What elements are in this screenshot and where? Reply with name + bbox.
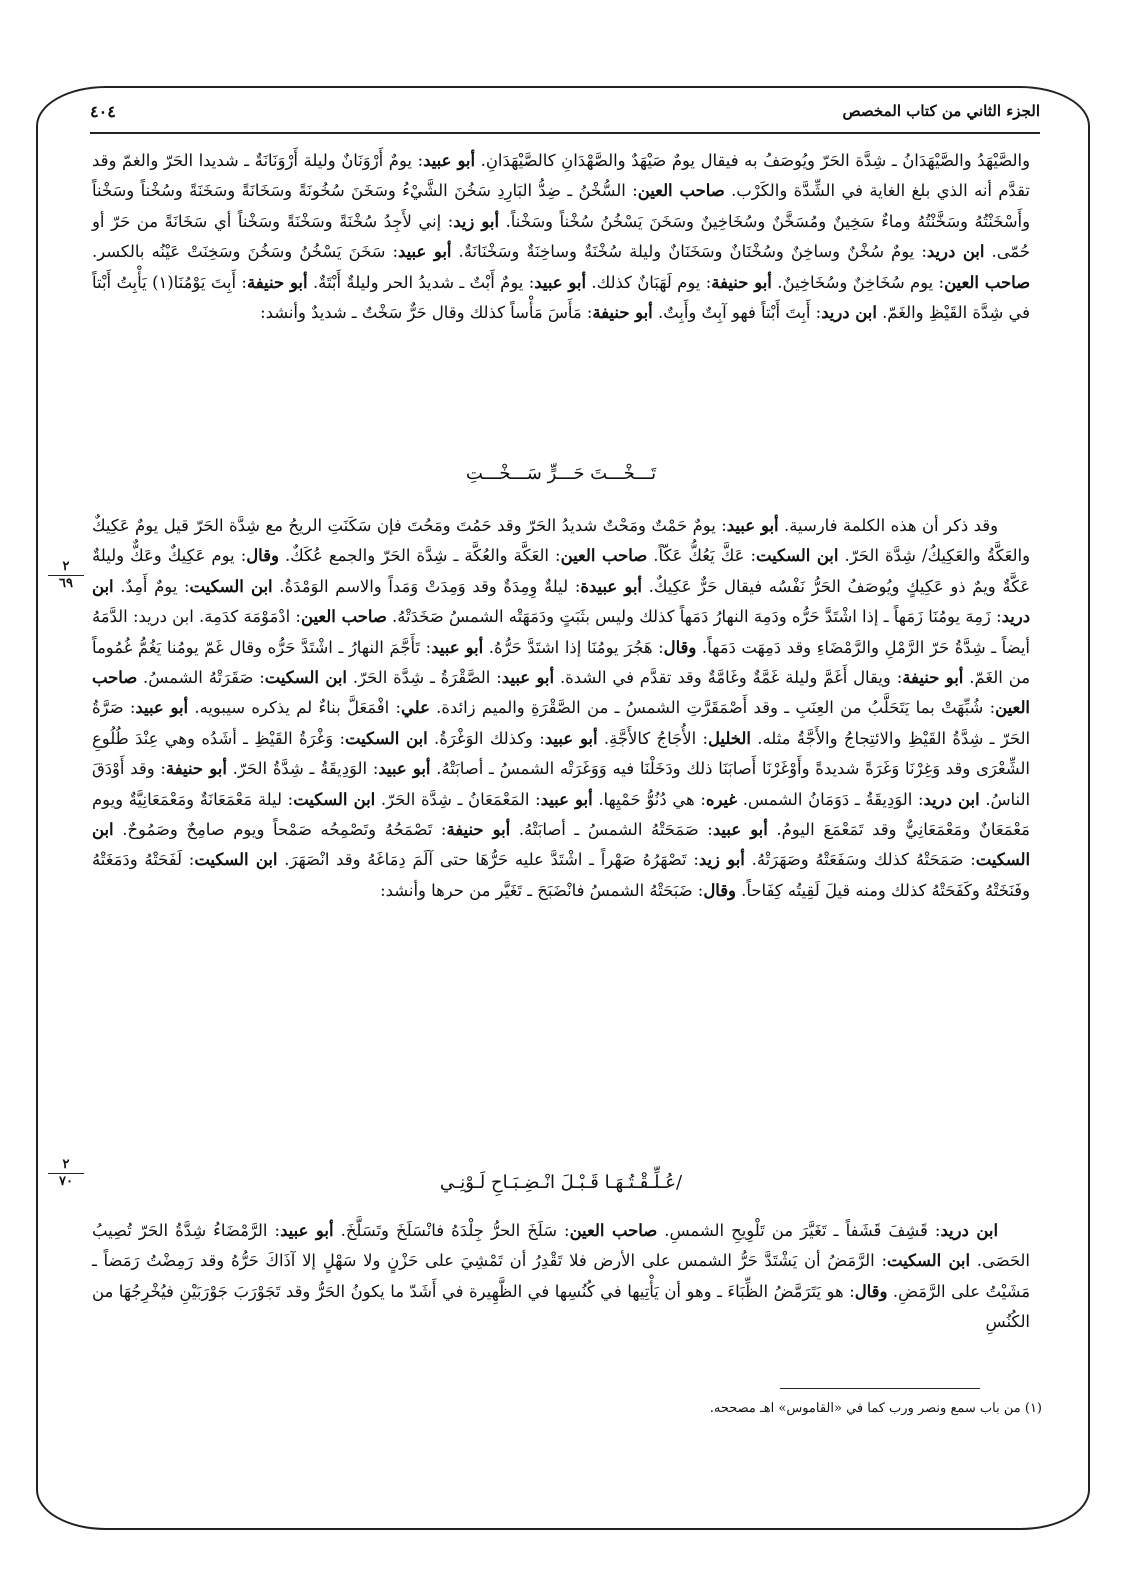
text-segment: : افْمَعَلَّ بناءٌ لم يذكره سيبويه. (188, 698, 401, 718)
source-name: علي (400, 698, 430, 718)
text-block-2 (92, 511, 1030, 906)
source-name: أبو عبيد (378, 759, 431, 779)
source-name: ابن دريد (821, 303, 877, 323)
source-name: أبو عبيد (726, 516, 779, 535)
text-segment: : تَصْهَرُهُ صَهْراً ـ اشْتَدَّ عليه حَرُّهَا حتى آلَمَ دِمَاغَهُ وقد انْصَهَرَ. (277, 850, 699, 870)
text-segment: : يومٌ حَمْتٌ ومَحْتٌ شديدُ الحَرّ وقد حَمُتَ ومَحُتَ فإن سَكَنَتِ الريحُ مع شِدَّة الحَرّ قيل يومٌ عَكِيكٌ والعَكَّةُ والعَكِيكُ/ شِدَّة الحَرّ. (92, 516, 1030, 566)
source-name: وقال (703, 880, 736, 900)
source-name: أبو عبيد (423, 151, 476, 170)
footnote-separator (780, 1388, 980, 1389)
source-name: أبو حنيفة (246, 272, 308, 292)
text-segment: : الرَّمَضُ أن يَشْتَدَّ حَرُّ الشمس على الأرض فلا تَقْدِرُ أن تَمْشِيَ على حَزْنٍ ولا سَهْلٍ إلا آذَاكَ حَرُّهُ وقد رَمِضْتُ رَمَضاً ـ مَشَيْتُ على الرَّمَضِ. (92, 1251, 1030, 1301)
text-segment: : ادْمَوْمَهَ كدَمِهَ. ابن دريد: الدَّمَهُ أيضاً ـ شِدَّةُ حَرّ الرَّمْلِ والرَّمْضَاءِ وقد دَمِهَت دَمَهاً. (92, 607, 1030, 657)
text-segment: : الأُجَاجُ كالأَجَّةِ. (597, 728, 709, 748)
text-segment: : مَأَسَ مَأْساً كذلك وقال حَرٌّ سَخْتٌ ـ شديدٌ وأنشد: (260, 303, 593, 323)
source-name: ابن السكيت (293, 789, 376, 809)
source-name: أبو عبيد (540, 789, 593, 809)
text-segment: : قَشِفَ قَشَفاً ـ تَغَيَّرَ من تَلْوِيحِ الشمسِ. (657, 1221, 941, 1240)
source-name: صاحب العين (300, 607, 387, 627)
text-segment: : شُبِّهَتْ بما يَتَحَلَّبُ من العِنَبِ ـ وقد أَصْمَقَرَّتِ الشمسُ ـ من الصَّقْرَةِ والميم زائدة. (429, 698, 996, 718)
source-name: ابن دريد (926, 242, 985, 262)
source-name: صاحب العين (92, 668, 1030, 718)
source-name: صاحب العين (637, 181, 725, 201)
text-segment: وقد ذكر أن هذه الكلمة فارسية. (778, 516, 998, 535)
text-segment: : تَأَجَّمَ النهارُ ـ اشْتَدَّ حَرُّه وقال غَمّ يومُنا يَغُمُّ غُمُوماً من الغَمّ. (92, 637, 1030, 688)
source-name: صاحب العين (944, 272, 1030, 292)
text-segment: والصَّيْهَدُ والصَّيْهَدَانُ ـ شِدَّة الحَرّ ويُوصَفُ به فيقال يومٌ صَيْهَدٌ والصَّهْدَانِ كالصَّيْهَدَانِ. (475, 151, 1030, 170)
source-name: أبو حنيفة (902, 668, 964, 688)
text-segment: : يومٌ أَرْوَنَانٌ وليلة أَرْوَنَانَةٌ ـ شديدا الحَرّ والغمّ وقد تقدَّم أنه الذي بلغ الغاية في الشِّدَّة والكَرْب. (92, 151, 1030, 201)
source-name: صاحب العين (560, 546, 648, 566)
text-segment: : العَكَّة والعُكَّة ـ شِدَّة الحَرّ والجمع عُكَكٌ. (278, 546, 561, 566)
source-name: أبو عبيد (544, 728, 598, 748)
text-segment: : تَصْمَحُهُ وتَصْمِحُه صَمْحاً ويوم صامِحٌ وصَمُوحٌ. (113, 820, 447, 840)
text-segment: : صَمَحَتْهُ كذلك وسَفَعَتْهُ وصَهَرَتْهُ. (744, 850, 976, 870)
text-segment: : ليلة مَعْمَعَانَةٌ ومَعْمَعَانِيَّةٌ ويوم مَعْمَعَانٌ ومَعْمَعَانِيٌّ وقد تَمَعْمَعَ اليومُ. (92, 789, 1030, 840)
source-name: ابن السكيت (344, 728, 428, 748)
paragraph-2 (92, 511, 1030, 906)
source-name: ابن السكيت (194, 850, 278, 870)
source-name: ابن دريد (92, 576, 1030, 627)
text-segment: : يومٌ سُخْنٌ وساخِنٌ وسُخْنَانٌ وسَخَنَانٌ وليلة سُخْنَةٌ وساخِنَةٌ وسَخْنَانَةٌ. (451, 242, 927, 262)
text-segment: : ضَبَحَتْهُ الشمسُ فانْضَبَحَ ـ تَغَيَّر من حرها وأنشد: (380, 880, 704, 900)
text-segment: : الوَدِيقَةُ ـ دَوَمَانُ الشمس. (737, 789, 924, 809)
text-segment: : يوم لَهَبَانٌ كذلك. (586, 272, 712, 292)
source-name: أبو عبيد (398, 242, 452, 262)
source-name: أبو عبيد (712, 820, 768, 840)
text-segment: : وكذلك الوَغْرَةُ. (427, 728, 545, 748)
text-segment: : أَبِتَ أَبْتاً فهو آبِتٌ وأَبِتٌ. (652, 303, 822, 323)
text-segment: : أَبِتَ يَوْمُنَا(١) يَأْبِتُ أَبْتاً في شِدَّة القَيْظِ والغَمّ. (92, 272, 1030, 323)
source-name: أبو حنيفة (446, 820, 511, 840)
text-segment: : يوم سُخَاخِنٌ وسُخَاخِينٌ. (771, 272, 945, 292)
page-header (90, 88, 1040, 134)
text-segment: : ويقال أَغَمَّ وليلة غَمَّةٌ وغَامَّةٌ وقد تقدَّم في الشدة. (554, 668, 903, 688)
source-name: أبو عبيد (135, 698, 189, 718)
text-segment: : وَغْرَةُ القَيْظِ ـ أشَدُه وهي عِنْدَ طُلُوعِ الشِّعْرَى وقد وَغِرْنَا وَغَرَةً شديدةً وأَوْغَرْنَا أَصابَنَا ذلك ودَخَلْنَا فيه وَوَغَرَتْه الشمسُ ـ أصابَتْهُ. (92, 728, 1030, 779)
text-segment: : الرَّمْضَاءُ شِدَّةُ الحَرّ تُصِيبُ الحَصَى. (92, 1221, 1030, 1271)
text-segment: : المَعْمَعَانُ ـ شِدَّة الحَرّ. (375, 789, 541, 809)
source-name: أبو عبيد (280, 1221, 334, 1240)
page-number: ٤٠٤ (90, 102, 116, 121)
text-segment: : الوَدِيقَةُ ـ شِدَّةُ الحَرّ. (226, 759, 379, 779)
source-name: وقال (663, 637, 697, 657)
source-name: أبو زيد (453, 211, 500, 231)
text-segment: : السُّخْنُ ـ ضِدُّ البَارِدِ سَخُنَ الشَّيْءُ وسَخَنَ سُخُونَةً وسَخَانَةً وسَخَنَةً وسُخْناً وسَخْناً وأَسْخَنْتُهُ وسَخَّنْتُهُ وماءٌ سَخِينٌ ومُسَخَّنٌ وسُخَاخِينٌ وسَخَنَ يَسْخُنُ سُخْناً وسَخْناً. (92, 181, 1031, 231)
source-name: ابن دريد (940, 1221, 998, 1240)
text-segment: : هو يَتَرَمَّضُ الظِّبَاءَ ـ وهو أن يَأْتِيها في كُنُسِها في الظَّهِيرة في أَشَدّ ما يكونُ الحَرُّ وقد تَجَوْرَبَ جَوْرَبَيْنِ فيُخْرِجُهَا من الكُنُسِ (92, 1281, 1030, 1332)
source-name: أبو حنيفة (711, 272, 772, 292)
text-segment: : إني لأَجِدُ سُخْنَةً وسَخْنَةً وسَخْناً أي سَخَانَةً من حَرّ أو حُمّى. (92, 211, 1030, 262)
text-segment: : هَجُرَ يومُنَا إذا اشتَدَّ حَرُّهُ. (483, 637, 664, 657)
text-segment: : صَقَرَتْهُ الشمسُ. (137, 668, 265, 688)
source-name: ابن السكيت (92, 820, 1031, 870)
source-name: ابن دريد (923, 789, 980, 809)
source-name: أبو حنيفة (165, 759, 227, 779)
text-segment: : زَمِهَ يومُنَا زَمَهاً ـ إذا اشْتَدَّ حَرُّه ودَمِهَ النهارُ دَمَهاً كذلك وليس بثَبَتٍ ودَمَهَتْه الشمسُ صَخَدَتْهُ. (386, 607, 1002, 627)
source-name: أبو عبيد (431, 637, 484, 657)
text-block-1 (92, 146, 1030, 328)
margin-ref-page: ٦٩ (59, 576, 73, 591)
footnote: (١) من باب سمع ونصر ورب كما في «القاموس» اهـ مصححه. (709, 1401, 1042, 1416)
source-name: أبو زيد (698, 850, 745, 870)
margin-ref-page: ٧٠ (59, 1174, 73, 1189)
text-segment: : سَلَخَ الحرُّ جِلْدَهُ فانْسَلَخَ وتَسَلَّخَ. (333, 1221, 570, 1240)
margin-ref-volume: ٢ (48, 560, 84, 576)
source-name: صاحب العين (569, 1221, 658, 1240)
source-name: أبو حنيفة (592, 303, 653, 323)
text-segment: : هي دُنُوُّ حَمْيِها. (592, 789, 706, 809)
source-name: أبو عبيد (501, 668, 555, 688)
text-segment: : سَخَنَ يَسْخُنُ وسَخُنَ وسَخِنَتْ عَيْنُه بالكسر. (92, 242, 398, 262)
source-name: ابن السكيت (886, 1251, 971, 1271)
text-segment: : يوم عَكِيكٌ وعَكٌّ وليلةٌ عَكَّةٌ ويمٌ ذو عَكِيكٍ ويُوصَفُ الحَرُّ نَفْسُه فيقال حَرٌّ عَكِيكٌ. (92, 546, 1030, 596)
text-segment: : الصَّقْرَةُ ـ شِدَّة الحَرّ. (346, 668, 502, 688)
text-segment: : ليلةٌ وِمِدَةٌ وقد وَمِدَتْ وَمَداً والاسم الوَمْدَةُ. (272, 576, 581, 596)
paragraph-1 (92, 146, 1030, 328)
source-name: أبو عبيد (534, 272, 587, 292)
text-block-3 (92, 1216, 1030, 1338)
source-name: أبو عبيدة (580, 576, 642, 596)
source-name: ابن السكيت (189, 576, 273, 596)
source-name: ابن السكيت (755, 546, 839, 566)
verse-line-1: تَـــخْـــتَ حَـــرٍّ سَـــخْـــتِ (465, 463, 657, 484)
source-name: ابن السكيت (264, 668, 347, 688)
margin-page-ref-2 (48, 1158, 84, 1189)
text-segment: : وقد أَوْدَقَ الناسُ. (92, 759, 1031, 809)
source-name: الخليل (708, 728, 751, 748)
text-segment: : لَفَحَتْهُ ودَمَغَتْهُ وفَنَخَتْهُ وكَفَحَتْهُ كذلك ومنه قيلَ لَقِيتُه كِفَاحاً. (92, 850, 1030, 900)
source-name: وقال (854, 1281, 888, 1301)
source-name: غيره (705, 789, 738, 809)
text-segment: : صَمَحَتْهُ الشمسُ ـ أصابَتْهُ. (510, 820, 713, 840)
source-name: وقال (246, 546, 279, 566)
verse-line-2: /عُـلِّـقْـتُـهَـا قَـبْـلَ انْـضِـبَـاحِ لَـوْنِـي (439, 1172, 683, 1193)
paragraph-3 (92, 1216, 1030, 1338)
running-title: الجزء الثاني من كتاب المخصص (842, 102, 1040, 120)
text-segment: : عَكَّ يَعُكُّ عَكّاً. (647, 546, 756, 566)
text-segment: : يومٌ أَبْتٌ ـ شديدُ الحر وليلةٌ أَبْتَةٌ. (307, 272, 535, 292)
margin-ref-volume: ٢ (48, 1158, 84, 1174)
text-segment: : صَرَّةُ الحَرّ ـ شِدَّةُ القَيْظِ والائتِجاجُ والأَجَّةُ مثله. (92, 698, 1030, 748)
text-segment: : يومٌ أَمِدٌ. (113, 576, 190, 596)
margin-page-ref-1 (48, 560, 84, 591)
